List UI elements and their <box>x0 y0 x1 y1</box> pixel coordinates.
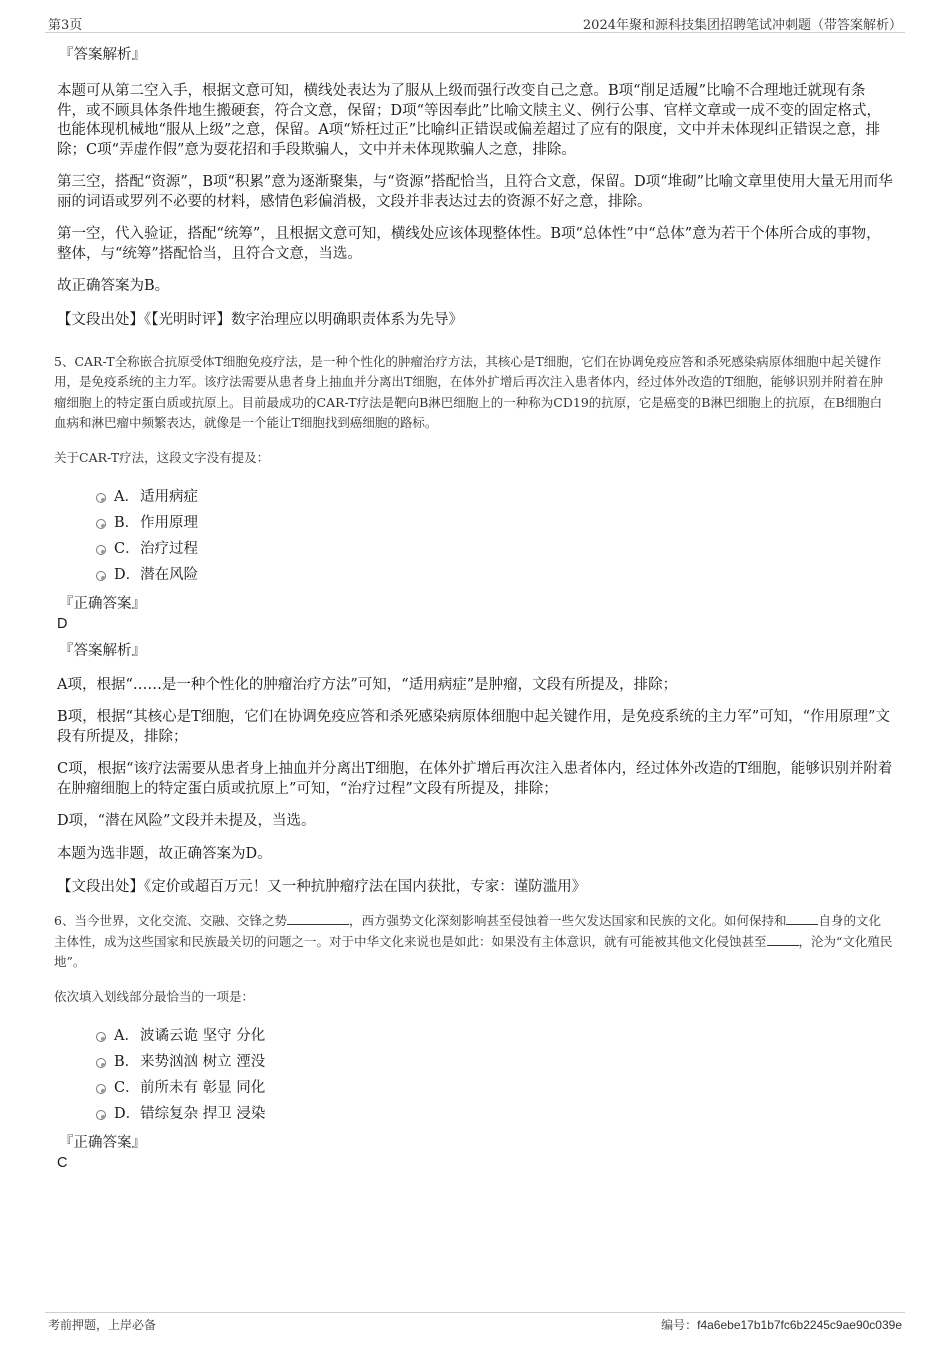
q6-text-part-2: ，西方强势文化深刻影响甚至侵蚀着一些欠发达国家和民族的文化。如何保持和 <box>348 913 787 928</box>
q5-option-d[interactable] <box>96 562 893 588</box>
option-letter: C． <box>114 1079 140 1096</box>
radio-icon[interactable] <box>96 571 106 581</box>
q4-conclusion: 故正确答案为B。 <box>57 278 170 294</box>
q5-option-a[interactable] <box>96 484 893 510</box>
option-text: 波谲云诡 坚守 分化 <box>140 1027 266 1044</box>
q6-answer-label: 『正确答案』 <box>59 1134 146 1151</box>
q6-prompt: 依次填入划线部分最恰当的一项是： <box>54 988 255 1004</box>
radio-icon[interactable] <box>96 519 106 529</box>
q6-option-a[interactable] <box>96 1023 893 1049</box>
option-letter: A． <box>114 488 139 505</box>
option-letter: A． <box>114 1027 139 1044</box>
q5-source: 【文段出处】《定价或超百万元！又一种抗肿瘤疗法在国内获批，专家：谨防滥用》 <box>57 879 587 895</box>
q5-analysis-d: D项，“潜在风险”文段并未提及，当选。 <box>57 813 316 829</box>
q6-option-b[interactable] <box>96 1049 893 1075</box>
q5-analysis-a: A项，根据“……是一种个性化的肿瘤治疗方法”可知，“适用病症”是肿瘤，文段有所提及，排除； <box>57 676 678 693</box>
document-body <box>54 44 893 1179</box>
page-number: 第3页 <box>48 18 83 33</box>
document-id: 编号：f4a6ebe17b1b7fc6b2245c9ae90c039e <box>661 1318 902 1332</box>
option-letter: B． <box>114 514 140 531</box>
blank-2 <box>786 912 818 925</box>
q6-text-part-3: 自身的文化主体性，成为这些国家和民族最关切的问题之一。对于中华文化来说也是如此：如果没有主体意识，就有可能被其他文化侵蚀甚至 <box>54 913 881 949</box>
option-text: 前所未有 彰显 同化 <box>140 1079 266 1096</box>
q6-options <box>96 1023 893 1127</box>
document-title: 2024年聚和源科技集团招聘笔试冲刺题（带答案解析） <box>582 18 902 33</box>
footer-slogan: 考前押题，上岸必备 <box>48 1318 157 1332</box>
q5-analysis-c: C项，根据“该疗法需要从患者身上抽血并分离出T细胞，在体外扩增后再次注入患者体内，经过体外改造的T细胞，能够识别并附着在肿瘤细胞上的特定蛋白质或抗原上”可知，“治疗过程”文段有所提及，排除； <box>57 761 893 797</box>
q6-text-part-4: ，沦为“文化殖民地”。 <box>54 933 893 969</box>
q4-analysis-para-2: 第三空，搭配“资源”，B项“积累”意为逐渐聚集，与“资源”搭配恰当，且符合文意，保留。D项“堆砌”比喻文章里使用大量无用而华丽的词语或罗列不必要的材料，感情色彩偏消极，文段并非表达过去的资源不好之意，排除。 <box>57 174 893 210</box>
option-letter: C． <box>114 540 140 557</box>
q5-option-c[interactable] <box>96 536 893 562</box>
option-text: 潜在风险 <box>140 566 199 583</box>
q6-text-part-1: 6、当今世界，文化交流、交融、交锋之势 <box>54 913 287 928</box>
q5-question-text: 5、CAR-T全称嵌合抗原受体T细胞免疫疗法，是一种个性化的肿瘤治疗方法，其核心是T细胞，它们在协调免疫应答和杀死感染病原体细胞中起关键作用，是免疫系统的主力军。该疗法需要从患者身上抽血并分离出T细胞，在体外扩增后再次注入患者体内，经过体外改造的T细胞，能够识别并附着在肿瘤细胞上的特定蛋白质或抗原上。目前最成功的CAR-T疗法是靶向B淋巴细胞上的一种称为CD19的抗原，它是癌变的B淋巴细胞上的抗原，在B细胞白血病和淋巴瘤中频繁表达，就像是一个能让T细胞找到癌细胞的路标。 <box>54 353 884 430</box>
radio-icon[interactable] <box>96 1110 106 1120</box>
q6-question-text <box>54 911 893 973</box>
q5-conclusion: 本题为选非题，故正确答案为D。 <box>57 845 272 862</box>
radio-icon[interactable] <box>96 1058 106 1068</box>
page-footer <box>45 1312 905 1333</box>
radio-icon[interactable] <box>96 545 106 555</box>
q5-answer: D <box>57 615 68 632</box>
q6-option-c[interactable] <box>96 1075 893 1101</box>
option-text: 错综复杂 捍卫 浸染 <box>140 1105 266 1122</box>
q6-option-d[interactable] <box>96 1101 893 1127</box>
q4-analysis-para-1: 本题可从第二空入手，根据文意可知，横线处表达为了服从上级而强行改变自己之意。B项“削足适履”比喻不合理地迁就现有条件，或不顾具体条件地生搬硬套，符合文意，保留；D项“等因奉此”比喻文牍主义、例行公事、官样文章或一成不变的固定格式，也能体现机械地“服从上级”之意，保留。A项“矫枉过正”比喻纠正错误或偏差超过了应有的限度，文中并未体现纠正错误之意，排除；C项“弄虚作假”意为耍花招和手段欺骗人，文中并未体现欺骗人之意，排除。 <box>57 83 881 158</box>
option-text: 作用原理 <box>140 514 198 531</box>
blank-1 <box>287 912 349 925</box>
radio-icon[interactable] <box>96 493 106 503</box>
q4-analysis-label: 『答案解析』 <box>59 47 146 63</box>
option-letter: D． <box>114 1105 141 1122</box>
q5-prompt: 关于CAR-T疗法，这段文字没有提及： <box>54 449 270 465</box>
q6-answer: C <box>57 1154 68 1171</box>
q5-analysis-b: B项，根据“其核心是T细胞，它们在协调免疫应答和杀死感染病原体细胞中起关键作用，是免疫系统的主力军”可知，“作用原理”文段有所提及，排除； <box>57 709 890 745</box>
q5-options <box>96 484 893 588</box>
radio-icon[interactable] <box>96 1032 106 1042</box>
radio-icon[interactable] <box>96 1084 106 1094</box>
q5-analysis-label: 『答案解析』 <box>59 642 146 659</box>
option-letter: D． <box>114 566 141 583</box>
q4-analysis-para-3: 第一空，代入验证，搭配“统筹”，且根据文意可知，横线处应该体现整体性。B项“总体性”中“总体”意为若干个体所合成的事物，整体，与“统筹”搭配恰当，且符合文意，当选。 <box>57 226 881 262</box>
q4-source: 【文段出处】《【光明时评】数字治理应以明确职责体系为先导》 <box>57 311 463 328</box>
option-text: 适用病症 <box>140 488 198 505</box>
option-text: 来势汹汹 树立 湮没 <box>140 1053 266 1070</box>
q5-option-b[interactable] <box>96 510 893 536</box>
option-text: 治疗过程 <box>140 540 198 557</box>
q5-answer-label: 『正确答案』 <box>59 595 146 612</box>
option-letter: B． <box>114 1053 140 1070</box>
blank-3 <box>767 933 799 946</box>
page-header <box>45 12 905 33</box>
